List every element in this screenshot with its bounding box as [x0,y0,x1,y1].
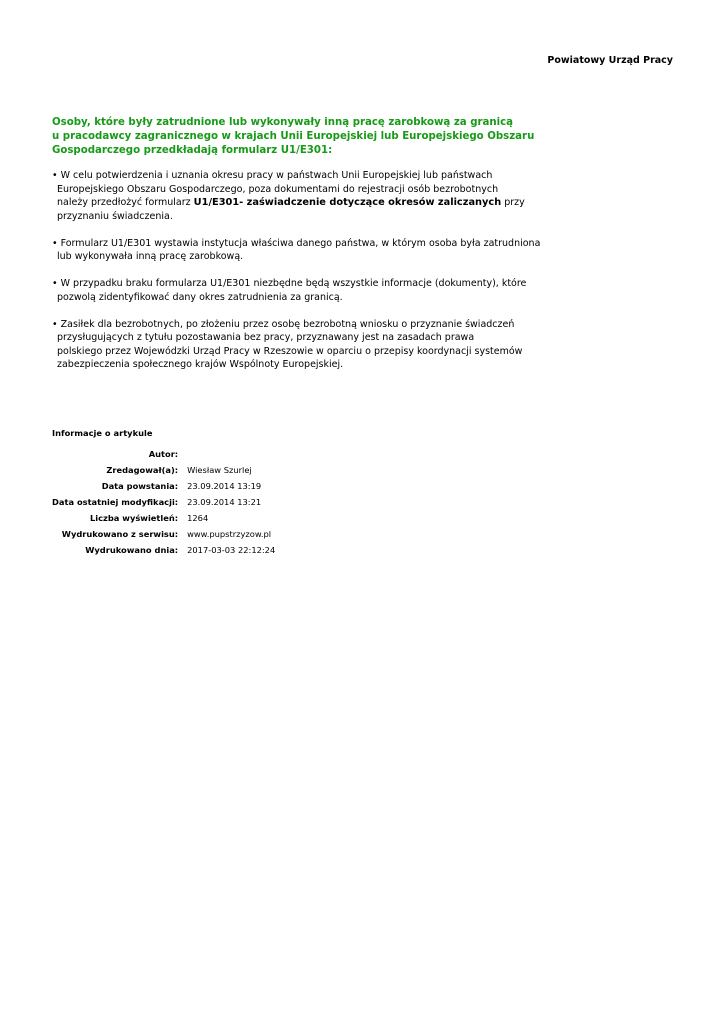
bullet-line: • Zasiłek dla bezrobotnych, po złożeniu przez osobę bezrobotną wniosku o przyznanie świadczeń [52,318,515,330]
intro-line: Gospodarczego przedkładają formularz U1/E301: [52,145,333,156]
bullet-line: polskiego przez Wojewódzki Urząd Pracy w Rzeszowie w oparciu o przepisy koordynacji systemów [57,345,523,357]
info-label: Data powstania: [101,481,179,491]
bullet-line: przyznaniu świadczenia. [57,210,173,222]
info-value: 23.09.2014 13:19 [187,481,262,491]
bullet-item [52,237,541,264]
bullet-item [52,277,532,304]
bullet-item [52,318,532,372]
bullet-line: • W celu potwierdzenia i uznania okresu pracy w państwach Unii Europejskiej lub państwach [52,170,493,181]
info-value: 1264 [187,513,209,523]
form-name-bold: U1/E301- zaświadczenie dotyczące okresów zaliczanych [193,197,502,208]
intro-heading [52,116,535,158]
info-row-site [52,526,275,542]
info-value: 23.09.2014 13:21 [187,497,262,507]
info-label: Wydrukowano dnia: [85,545,179,555]
bullet-line: • W przypadku braku formularza U1/E301 niezbędne będą wszystkie informacje (dokumenty), które [52,278,527,289]
article-info-table [52,446,275,558]
info-label: Zredagował(a): [106,465,179,475]
info-label: Data ostatniej modyfikacji: [52,497,179,507]
organization-name: Powiatowy Urząd Pracy [547,55,673,66]
bullet-line: Europejskiego Obszaru Gospodarczego, poza dokumentami do rejestracji osób bezrobotnych [57,183,499,195]
bullet-line: • Formularz U1/E301 wystawia instytucja właściwa danego państwa, w którym osoba była zatrudniona [52,237,541,249]
bullet-line: pozwolą zidentyfikować dany okres zatrudnienia za granicą. [57,291,343,303]
bullet-line: lub wykonywała inną pracę zarobkową. [57,251,244,262]
info-row-author [52,446,275,462]
info-value: 2017-03-03 22:12:24 [187,545,276,555]
bullet-line: zabezpieczenia społecznego krajów Wspólnoty Europejskiej. [57,359,344,370]
bullet-line [52,196,532,210]
info-row-created [52,478,275,494]
info-row-views [52,510,275,526]
bullet-text: należy przedłożyć formularz [57,197,194,208]
article-info-title: Informacje o artykule [52,428,153,438]
intro-line: u pracodawcy zagranicznego w krajach Unii Europejskiej lub Europejskiego Obszaru [52,131,535,142]
info-row-printed [52,542,275,558]
bullet-item [52,169,532,223]
info-row-editor [52,462,275,478]
bullet-text: przy [501,197,525,208]
info-value [187,446,275,462]
intro-line: Osoby, które były zatrudnione lub wykonywały inną pracę zarobkową za granicą [52,117,514,128]
info-label: Autor: [148,449,179,459]
info-label: Wydrukowano z serwisu: [61,529,179,539]
info-value: www.pupstrzyzow.pl [187,529,272,539]
bullet-list [52,169,541,385]
info-label: Liczba wyświetleń: [89,513,179,523]
info-row-modified [52,494,275,510]
info-value: Wiesław Szurlej [187,465,252,475]
bullet-line: przysługujących z tytułu pozostawania bez pracy, przyznawany jest na zasadach prawa [57,332,475,343]
